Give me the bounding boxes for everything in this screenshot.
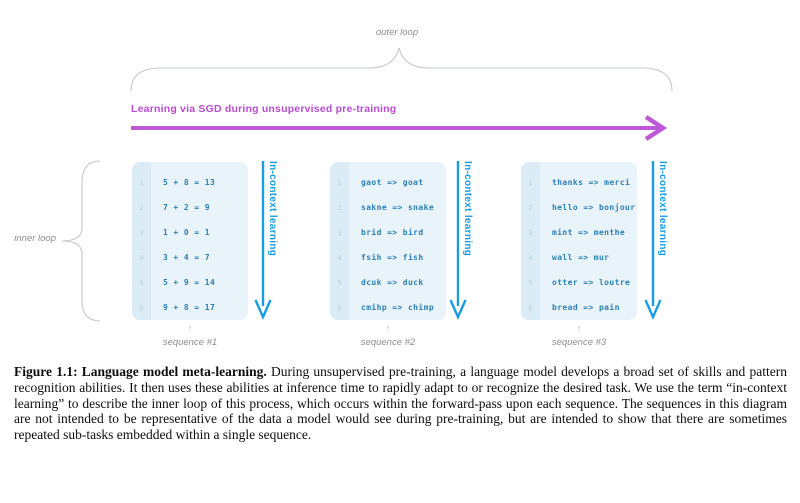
line-number: 6 <box>139 303 144 312</box>
sequence-lines <box>330 162 446 320</box>
outer-loop-label: outer loop <box>375 27 419 38</box>
line-number: 4 <box>528 253 533 262</box>
sequence-line <box>521 220 637 245</box>
sequence-line <box>521 170 637 195</box>
inner-loop-label: inner loop <box>14 233 56 244</box>
line-number: 3 <box>337 228 342 237</box>
sequence-line <box>330 295 446 320</box>
line-text: dcuk => duck <box>361 278 424 287</box>
line-number: 3 <box>139 228 144 237</box>
sequence-2-label: sequence #2 <box>360 337 416 348</box>
line-text: mint => menthe <box>552 228 626 237</box>
inner-loop-brace <box>62 161 100 321</box>
caption-title: Figure 1.1: Language model meta-learning. <box>14 364 267 379</box>
line-text: otter => loutre <box>552 278 631 287</box>
in-context-learning-label-3: In-context learning <box>657 161 668 257</box>
line-text: 1 + 0 = 1 <box>163 228 210 237</box>
line-number: 4 <box>139 253 144 262</box>
line-number: 1 <box>337 178 342 187</box>
sequence-line <box>521 245 637 270</box>
sequence-line <box>132 170 248 195</box>
sequence-line <box>521 270 637 295</box>
caption-body: During unsupervised pre-training, a language model develops a broad set of skills and pattern recognition abilities. It then uses these abilities at inference time to rapidly adapt to or recognize the desired task. We use the term “in-context learning” to describe the inner loop of this process, which occurs within the forward-pass upon each sequence. The sequences in this diagram are not intended to be representative of the data a model would see during pre-training, but are intended to show that there are sometimes repeated sub-tasks embedded within a single sequence. <box>14 364 787 443</box>
line-number: 6 <box>337 303 342 312</box>
sequence-line <box>330 195 446 220</box>
sequence-line <box>330 270 446 295</box>
outer-loop-brace <box>131 48 672 91</box>
line-number: 2 <box>528 203 533 212</box>
line-number: 3 <box>528 228 533 237</box>
line-number: 6 <box>528 303 533 312</box>
up-arrow-icon: ↑ <box>187 323 193 335</box>
line-number: 1 <box>528 178 533 187</box>
sequence-3-label: sequence #3 <box>551 337 607 348</box>
line-text: 9 + 8 = 17 <box>163 303 216 312</box>
line-text: 7 + 2 = 9 <box>163 203 210 212</box>
up-arrow-icon: ↑ <box>385 323 391 335</box>
line-text: 3 + 4 = 7 <box>163 253 210 262</box>
sequence-box-1 <box>132 162 248 320</box>
line-number: 2 <box>337 203 342 212</box>
sequence-line <box>330 245 446 270</box>
sgd-arrow <box>131 117 663 139</box>
line-text: hello => bonjour <box>552 203 636 212</box>
sequence-line <box>132 195 248 220</box>
line-text: bread => pain <box>552 303 620 312</box>
line-text: sakne => snake <box>361 203 435 212</box>
line-number: 5 <box>528 278 533 287</box>
line-number: 1 <box>139 178 144 187</box>
sequence-line <box>132 220 248 245</box>
line-text: 5 + 8 = 13 <box>163 178 216 187</box>
line-number: 5 <box>139 278 144 287</box>
sequence-line <box>521 295 637 320</box>
line-number: 5 <box>337 278 342 287</box>
up-arrow-icon: ↑ <box>576 323 582 335</box>
in-context-learning-label-1: In-context learning <box>267 161 278 257</box>
line-text: brid => bird <box>361 228 424 237</box>
sequence-box-3 <box>521 162 637 320</box>
sequence-box-2 <box>330 162 446 320</box>
line-text: thanks => merci <box>552 178 631 187</box>
line-text: gaot => goat <box>361 178 424 187</box>
line-text: 5 + 9 = 14 <box>163 278 216 287</box>
sgd-arrow-label: Learning via SGD during unsupervised pre-training <box>131 103 397 115</box>
sequence-1-label: sequence #1 <box>162 337 218 348</box>
line-number: 4 <box>337 253 342 262</box>
line-text: fsih => fish <box>361 253 424 262</box>
sequence-line <box>330 220 446 245</box>
figure-caption <box>14 364 787 443</box>
line-number: 2 <box>139 203 144 212</box>
line-text: wall => mur <box>552 253 610 262</box>
sequence-line <box>330 170 446 195</box>
line-text: cmihp => chimp <box>361 303 435 312</box>
sequence-lines <box>132 162 248 320</box>
sequence-line <box>132 295 248 320</box>
sequence-lines <box>521 162 637 320</box>
sequence-line <box>132 245 248 270</box>
sequence-line <box>521 195 637 220</box>
in-context-learning-label-2: In-context learning <box>462 161 473 257</box>
sequence-line <box>132 270 248 295</box>
